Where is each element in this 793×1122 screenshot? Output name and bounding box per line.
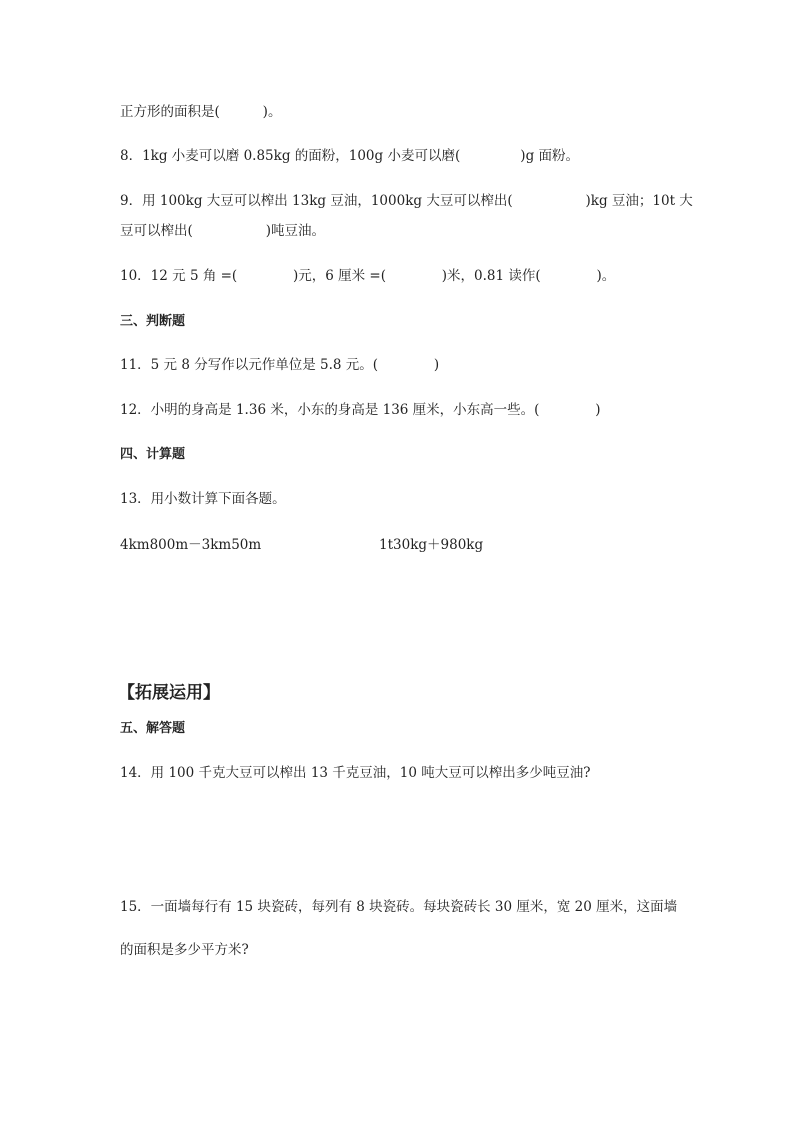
- question-15-line-1: 15．一面墙每行有 15 块瓷砖，每列有 8 块瓷砖。每块瓷砖长 30 厘米，宽 20 厘米，这面墙: [120, 899, 678, 915]
- question-13: 13．用小数计算下面各题。: [120, 491, 286, 507]
- question-12: 12．小明的身高是 1.36 米，小东的身高是 136 厘米，小东高一些。( ): [120, 402, 601, 418]
- section-heading-judgement: 三、判断题: [120, 314, 186, 329]
- question-7-continuation: 正方形的面积是( )。: [120, 104, 282, 120]
- question-9-line-2: 豆可以榨出( )吨豆油。: [120, 223, 325, 239]
- extension-heading: 【拓展运用】: [118, 683, 220, 703]
- calculation-left: 4km800m－3km50m: [120, 537, 262, 553]
- question-9-line-1: 9．用 100kg 大豆可以榨出 13kg 豆油，1000kg 大豆可以榨出( )kg 豆油；10t 大: [120, 193, 693, 209]
- section-heading-answers: 五、解答题: [120, 721, 186, 736]
- question-10: 10．12 元 5 角 =( )元，6 厘米 =( )米，0.81 读作( )。: [120, 268, 616, 284]
- question-11: 11．5 元 8 分写作以元作单位是 5.8 元。( ): [120, 357, 440, 373]
- calculation-right: 1t30kg＋980kg: [379, 537, 484, 553]
- question-14: 14．用 100 千克大豆可以榨出 13 千克豆油，10 吨大豆可以榨出多少吨豆油?: [120, 765, 591, 781]
- section-heading-calculation: 四、计算题: [120, 447, 186, 462]
- question-8: 8．1kg 小麦可以磨 0.85kg 的面粉，100g 小麦可以磨( )g 面粉。: [120, 148, 579, 164]
- question-15-line-2: 的面积是多少平方米?: [120, 942, 249, 958]
